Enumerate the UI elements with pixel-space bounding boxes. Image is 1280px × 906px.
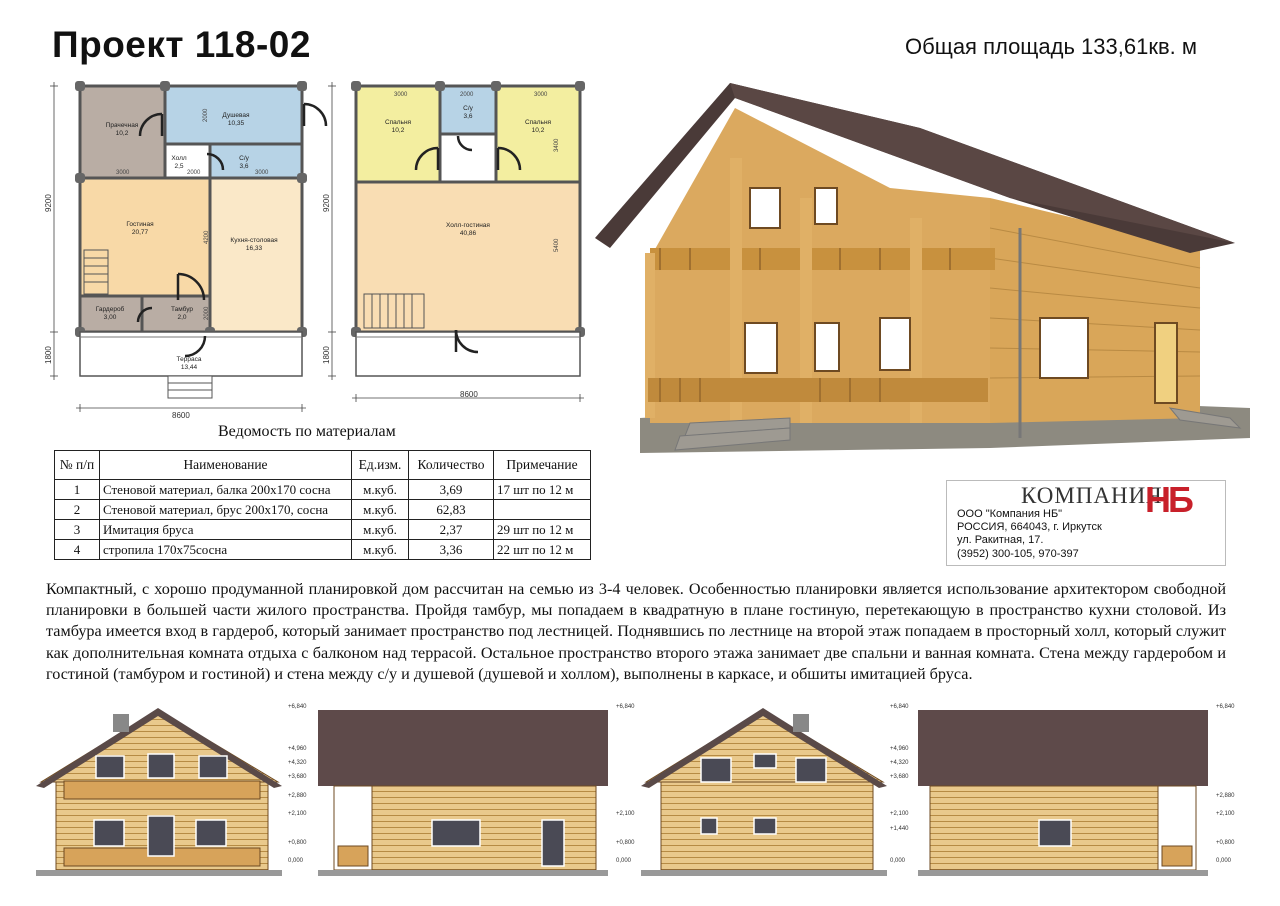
bedroom-right (496, 86, 580, 182)
svg-text:+1,440: +1,440 (890, 826, 909, 832)
col-header: № п/п (55, 451, 100, 480)
svg-text:1800: 1800 (322, 346, 331, 364)
svg-text:4200: 4200 (204, 230, 210, 244)
svg-text:Холл-гостиная: Холл-гостиная (446, 222, 490, 229)
plan2-width-dim: 8600 (460, 390, 478, 399)
table-row: 4 стропила 170х75сосна м.куб. 3,36 22 шт по 12 м (55, 540, 591, 560)
svg-text:0,000: 0,000 (890, 858, 906, 864)
svg-text:2000: 2000 (204, 306, 210, 320)
svg-text:0,000: 0,000 (288, 858, 304, 864)
svg-text:3,00: 3,00 (103, 314, 117, 321)
svg-text:Тамбур: Тамбур (170, 306, 194, 313)
company-logo-text: КОМПАНИЯ (1021, 483, 1163, 508)
plan1-room-label: Прачечная (105, 122, 139, 129)
svg-text:+4,320: +4,320 (288, 760, 307, 766)
materials-title: Ведомость по материалам (218, 423, 396, 440)
project-title: Проект 118-02 (52, 24, 311, 65)
facade-rear (641, 708, 887, 876)
svg-text:+0,800: +0,800 (288, 840, 307, 846)
balcony (356, 332, 580, 376)
svg-text:+6,840: +6,840 (288, 704, 307, 710)
company-card (946, 480, 1226, 566)
ground-floor-plan (40, 72, 340, 422)
stair-hall (440, 134, 496, 182)
hall-living (356, 182, 580, 332)
svg-text:+2,100: +2,100 (288, 811, 307, 817)
svg-text:10,35: 10,35 (227, 120, 245, 127)
svg-text:+4,960: +4,960 (890, 746, 909, 752)
svg-text:+2,100: +2,100 (616, 811, 635, 817)
col-header: Примечание (494, 451, 591, 480)
plan2-room-label: Спальня (384, 119, 412, 126)
svg-text:+2,880: +2,880 (288, 793, 307, 799)
svg-text:+0,800: +0,800 (1216, 840, 1235, 846)
materials-table (54, 450, 591, 560)
svg-text:5400: 5400 (554, 238, 560, 252)
bedroom-left (356, 86, 440, 182)
svg-text:+4,320: +4,320 (890, 760, 909, 766)
svg-text:3000: 3000 (394, 92, 408, 98)
svg-text:+4,960: +4,960 (288, 746, 307, 752)
svg-text:+6,840: +6,840 (1216, 704, 1235, 710)
svg-text:С/у: С/у (463, 105, 473, 112)
svg-text:3000: 3000 (116, 170, 130, 176)
svg-text:2000: 2000 (203, 108, 209, 122)
svg-text:Гостиная: Гостиная (126, 221, 154, 228)
facade-side-right (318, 710, 608, 876)
svg-text:+0,800: +0,800 (616, 840, 635, 846)
svg-text:3,6: 3,6 (463, 113, 473, 120)
svg-text:Терраса: Терраса (176, 356, 202, 363)
svg-text:16,33: 16,33 (245, 245, 263, 252)
table-row: 3 Имитация бруса м.куб. 2,37 29 шт по 12 м (55, 520, 591, 540)
company-logo-mark: НБ (1145, 479, 1191, 520)
svg-text:+6,840: +6,840 (616, 704, 635, 710)
facade-side-left (918, 710, 1208, 876)
company-name: ООО "Компания НБ" (957, 508, 1063, 520)
svg-text:13,44: 13,44 (180, 364, 198, 371)
svg-text:+6,840: +6,840 (890, 704, 909, 710)
project-description: Компактный, с хорошо продуманной планировкой дом рассчитан на семью из 3-4 человек. Особенностью планировки является использование архитектором свободной планировки в большей части жилого пространства. Пройдя тамбур, мы попадаем в квадратную в плане гостиную, перетекающую в пространство кухни столовой. Из тамбура имеется вход в гардероб, который занимает пространство под лестницей. Поднявшись по лестнице на второй этаж попадаем в просторный холл, который служит как дополнительная комната отдыха с балконом над террасой. Остальное пространство второго этажа занимает две спальни и ванная комната. Стена между гардеробом и гостиной (тамбуром и гостиной) и стена между с/у и душевой (душевой и холлом), выполнены в каркасе, и обшиты имитацией бруса. (46, 580, 1226, 683)
svg-text:0,000: 0,000 (1216, 858, 1232, 864)
svg-text:1800: 1800 (44, 346, 53, 364)
col-header: Наименование (100, 451, 352, 480)
table-row: 1 Стеновой материал, балка 200х170 сосна м.куб. 3,69 17 шт по 12 м (55, 480, 591, 500)
svg-text:+3,680: +3,680 (890, 774, 909, 780)
vestibule-room (142, 296, 210, 332)
svg-text:Гардероб: Гардероб (95, 306, 125, 313)
svg-text:+2,100: +2,100 (1216, 811, 1235, 817)
plan1-width-dim: 8600 (172, 411, 190, 420)
svg-text:40,86: 40,86 (459, 230, 477, 237)
company-address: РОССИЯ, 664043, г. Иркутск (957, 521, 1102, 533)
svg-text:2,0: 2,0 (177, 314, 187, 321)
svg-text:3400: 3400 (554, 138, 560, 152)
svg-text:+2,100: +2,100 (890, 811, 909, 817)
col-header: Количество (409, 451, 494, 480)
facade-front (36, 708, 282, 876)
svg-text:2,5: 2,5 (174, 163, 184, 170)
svg-text:2000: 2000 (187, 170, 201, 176)
svg-text:Душевая: Душевая (222, 112, 250, 119)
svg-text:Кухня-столовая: Кухня-столовая (230, 237, 278, 244)
total-area: Общая площадь 133,61кв. м (905, 34, 1198, 59)
svg-text:С/у: С/у (239, 155, 249, 162)
svg-text:3,6: 3,6 (239, 163, 249, 170)
col-header: Ед.изм. (352, 451, 409, 480)
facades (36, 696, 1246, 886)
kitchen-room (210, 178, 302, 332)
company-phone: (3952) 300-105, 970-397 (957, 548, 1079, 560)
svg-text:10,2: 10,2 (531, 127, 545, 134)
svg-text:Холл: Холл (171, 155, 187, 162)
svg-text:+2,880: +2,880 (1216, 793, 1235, 799)
house-render (590, 78, 1250, 458)
svg-text:3000: 3000 (534, 92, 548, 98)
svg-text:2000: 2000 (460, 92, 474, 98)
svg-text:0,000: 0,000 (616, 858, 632, 864)
company-street: ул. Ракитная, 17. (957, 534, 1044, 546)
svg-text:3000: 3000 (255, 170, 269, 176)
svg-text:10,2: 10,2 (391, 127, 405, 134)
plan1-height-dim: 9200 (44, 194, 53, 212)
svg-text:Спальня: Спальня (524, 119, 552, 126)
svg-text:20,77: 20,77 (131, 229, 149, 236)
svg-text:10,2: 10,2 (115, 130, 129, 137)
svg-text:+3,680: +3,680 (288, 774, 307, 780)
upper-floor-plan (318, 72, 618, 422)
table-row: 2 Стеновой материал, брус 200х170, сосна м.куб. 62,83 (55, 500, 591, 520)
plan2-height-dim: 9200 (322, 194, 331, 212)
